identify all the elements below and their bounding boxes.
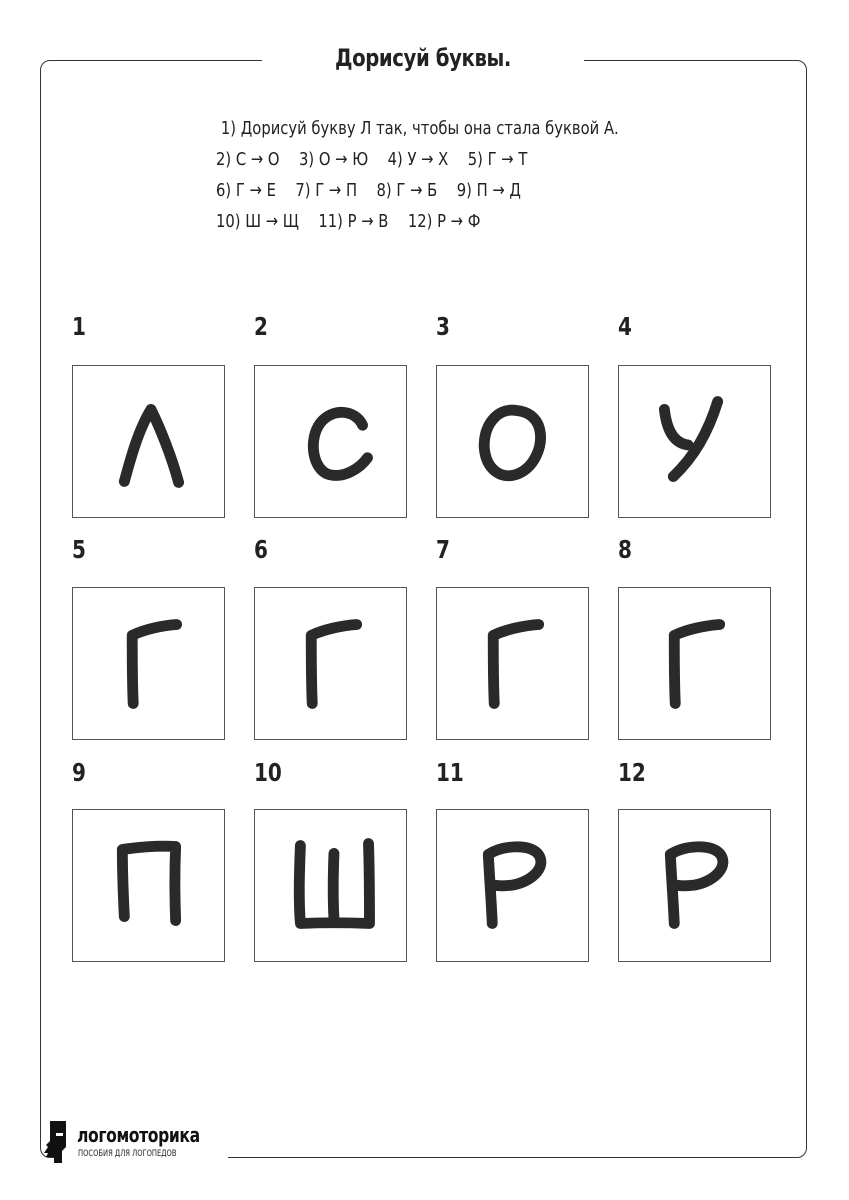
letter-glyph-u: [619, 366, 770, 517]
letter-card-9[interactable]: [72, 809, 225, 962]
letter-glyph-pe: [73, 810, 224, 961]
instruction-pair: 5) Г → Т: [467, 149, 528, 170]
instruction-row-2: [216, 180, 593, 211]
letter-glyph-ge: [255, 588, 406, 739]
instructions: [216, 118, 676, 242]
letter-glyph-sha: [255, 810, 406, 961]
letter-card-12[interactable]: [618, 809, 771, 962]
instruction-line-1: 1) Дорисуй букву Л так, чтобы она стала буквой А.: [220, 118, 619, 139]
instruction-pair: 10) Ш → Щ: [216, 211, 299, 232]
brand-logo: [42, 1117, 222, 1167]
instruction-row-1: [216, 149, 593, 180]
card-number-10: 10: [254, 758, 282, 787]
card-number-9: 9: [72, 758, 86, 787]
letter-card-5[interactable]: [72, 587, 225, 740]
instruction-pair: 12) Р → Ф: [407, 211, 481, 232]
card-number-1: 1: [72, 312, 86, 341]
instruction-pair: 3) О → Ю: [298, 149, 369, 170]
card-number-11: 11: [436, 758, 464, 787]
speaker-head-icon: [42, 1117, 72, 1165]
letter-card-7[interactable]: [436, 587, 589, 740]
letter-card-1[interactable]: [72, 365, 225, 518]
card-number-12: 12: [618, 758, 646, 787]
letter-card-6[interactable]: [254, 587, 407, 740]
instruction-pair: 2) С → О: [216, 149, 280, 170]
brand-name: логомоторика: [77, 1123, 200, 1147]
brand-tagline: ПОСОБИЯ ДЛЯ ЛОГОПЕДОВ: [78, 1149, 177, 1159]
letter-glyph-er: [619, 810, 770, 961]
instruction-pair: 11) Р → В: [318, 211, 389, 232]
letter-card-3[interactable]: [436, 365, 589, 518]
letter-card-8[interactable]: [618, 587, 771, 740]
instruction-pair: 8) Г → Б: [376, 180, 438, 201]
letter-card-10[interactable]: [254, 809, 407, 962]
card-number-5: 5: [72, 535, 86, 564]
card-number-4: 4: [618, 312, 632, 341]
letter-glyph-ge: [73, 588, 224, 739]
card-number-3: 3: [436, 312, 450, 341]
instruction-row-3: [216, 211, 593, 242]
letter-glyph-ge: [619, 588, 770, 739]
letter-glyph-es: [255, 366, 406, 517]
letter-card-4[interactable]: [618, 365, 771, 518]
card-number-6: 6: [254, 535, 268, 564]
letter-glyph-er: [437, 810, 588, 961]
letter-glyph-o: [437, 366, 588, 517]
letter-glyph-el: [73, 366, 224, 517]
letter-glyph-ge: [437, 588, 588, 739]
instruction-pair: 6) Г → Е: [216, 180, 276, 201]
instruction-pair: 4) У → Х: [387, 149, 449, 170]
card-number-7: 7: [436, 535, 450, 564]
card-number-2: 2: [254, 312, 268, 341]
page-title: Дорисуй буквы.: [335, 44, 511, 72]
instruction-pair: 9) П → Д: [456, 180, 521, 201]
card-number-8: 8: [618, 535, 632, 564]
letter-card-11[interactable]: [436, 809, 589, 962]
instruction-pair: 7) Г → П: [295, 180, 358, 201]
letter-card-2[interactable]: [254, 365, 407, 518]
